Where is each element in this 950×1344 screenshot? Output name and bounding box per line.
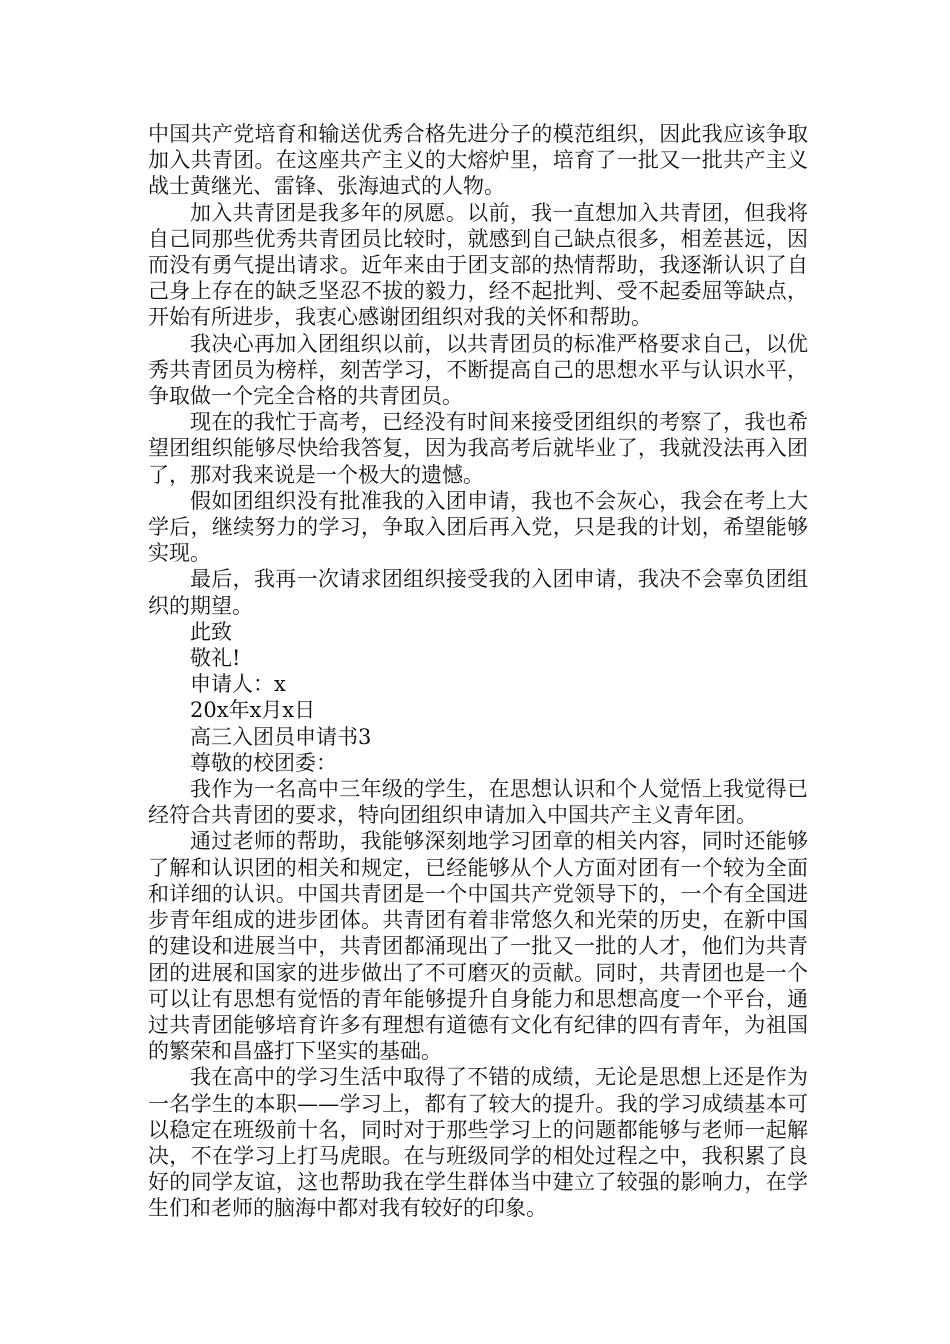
salutation-cizhi: 此致 [190, 619, 232, 644]
paragraph-intro: 我作为一名高中三年级的学生，在思想认识和个人觉悟上我觉得已经符合共青团的要求，特向团组织申请加入中国共产主义青年团。 [148, 777, 808, 828]
paragraph-wish: 加入共青团是我多年的夙愿。以前，我一直想加入共青团，但我将自己同那些优秀共青团员比较时，就感到自己缺点很多，相差甚远，因而没有勇气提出请求。近年来由于团支部的热情帮助，我逐渐认识了自己身上存在的缺乏坚忍不拔的毅力，经不起批判、受不起委屈等缺点，开始有所进步，我衷心感谢团组织对我的关怀和帮助。 [148, 200, 808, 330]
paragraph-achievements: 我在高中的学习生活中取得了不错的成绩，无论是思想上还是作为一名学生的本职——学习上，都有了较大的提升。我的学习成绩基本可以稳定在班级前十名，同时对于那些学习上的问题都能够与老师一起解决，不在学习上打马虎眼。在与班级同学的相处过程之中，我积累了良好的同学友谊，这也帮助我在学生群体当中建立了较强的影响力，在学生们和老师的脑海中都对我有较好的印象。 [148, 1065, 808, 1221]
salutation-jingli: 敬礼! [190, 646, 241, 671]
section-title: 高三入团员申请书3 [190, 724, 372, 749]
paragraph-exam: 现在的我忙于高考，已经没有时间来接受团组织的考察了，我也希望团组织能够尽快给我答复，因为我高考后就毕业了，我就没法再入团了，那对我来说是一个极大的遗憾。 [148, 410, 808, 487]
paragraph-continuation: 中国共产党培育和输送优秀合格先进分子的模范组织，因此我应该争取加入共青团。在这座共产主义的大熔炉里，培育了一批又一批共产主义战士黄继光、雷锋、张海迪式的人物。 [148, 122, 808, 199]
letter-greeting: 尊敬的校团委： [190, 750, 337, 775]
paragraph-plan: 假如团组织没有批准我的入团申请，我也不会灰心，我会在考上大学后，继续努力的学习，争取入团后再入党，只是我的计划，希望能够实现。 [148, 488, 808, 566]
document-page [148, 121, 808, 1222]
paragraph-resolve: 我决心再加入团组织以前，以共青团员的标准严格要求自己，以优秀共青团员为榜样，刻苦学习，不断提高自己的思想水平与认识水平，争取做一个完全合格的共青团员。 [148, 331, 808, 409]
application-date: 20x年x月x日 [190, 698, 316, 723]
paragraph-understanding: 通过老师的帮助，我能够深刻地学习团章的相关内容，同时还能够了解和认识团的相关和规定，已经能够从个人方面对团有一个较为全面和详细的认识。中国共青团是一个中国共产党领导下的，一个有全国进步青年组成的进步团体。共青团有着非常悠久和光荣的历史，在新中国的建设和进展当中，共青团都涌现出了一批又一批的人才，他们为共青团的进展和国家的进步做出了不可磨灭的贡献。同时，共青团也是一个可以让有思想有觉悟的青年能够提升自身能力和思想高度一个平台，通过共青团能够培育许多有理想有道德有文化有纪律的四有青年，为祖国的繁荣和昌盛打下坚实的基础。 [148, 829, 808, 1064]
paragraph-closing-request: 最后，我再一次请求团组织接受我的入团申请，我决不会辜负团组织的期望。 [148, 567, 808, 618]
applicant-name: 申请人：x [190, 672, 286, 697]
